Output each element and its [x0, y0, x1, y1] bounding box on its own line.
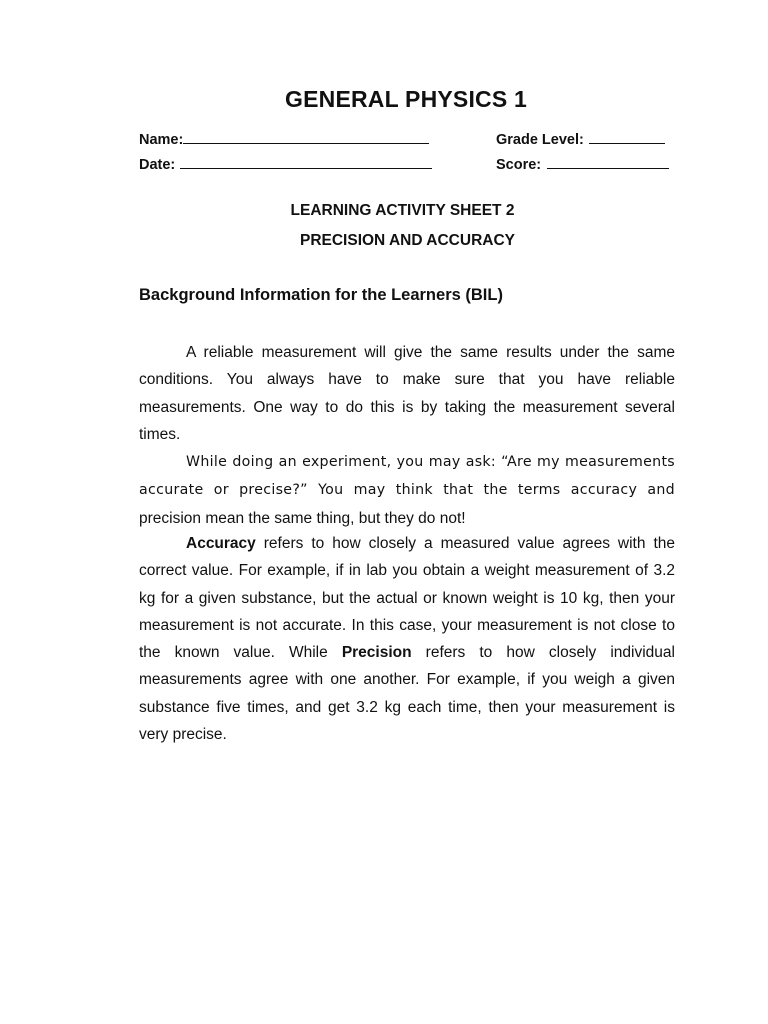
paragraph-3-text-a: refers to how closely a measured value agrees with the correct value. For example, if in lab you obtain a weight measurement of 3.2 kg for a given substance, but the actual or known weight is 10 kg, then your measurement is not accurate. In this case, your measurement is not close to the known value. While	[139, 535, 675, 662]
score-field	[496, 154, 669, 173]
grade-level-blank-line	[589, 129, 665, 144]
paragraph-2	[139, 448, 675, 532]
paragraph-2-text-a: While doing an experiment, you may ask: “Are my measurements accurate or precise?” You may think that the terms accuracy and	[139, 454, 675, 499]
date-field	[139, 154, 432, 173]
paragraph-3-text-b: refers to how closely individual measurements agree with one another. For example, if you weigh a given substance five times, and get 3.2 kg each time, then your measurement is very precise.	[139, 644, 675, 744]
score-label: Score:	[496, 157, 542, 173]
sheet-subtitle: PRECISION AND ACCURACY	[299, 232, 515, 249]
score-blank-line	[547, 154, 669, 169]
paragraph-3	[139, 530, 675, 748]
document-title: GENERAL PHYSICS 1	[285, 86, 527, 112]
name-label: Name:	[139, 132, 184, 148]
paragraph-2-text-b: precision mean the same thing, but they do not!	[139, 509, 466, 527]
name-blank-line	[183, 129, 429, 144]
paragraph-1	[139, 339, 675, 448]
paragraph-1-text: A reliable measurement will give the same results under the same conditions. You always have to make sure that you have reliable measurements. One way to do this is by taking the measurement several times.	[139, 344, 675, 443]
grade-level-label: Grade Level:	[496, 132, 584, 148]
sheet-title: LEARNING ACTIVITY SHEET 2	[290, 202, 515, 219]
term-precision: Precision	[341, 644, 412, 662]
name-field	[139, 129, 429, 148]
section-heading: Background Information for the Learners (BIL)	[139, 286, 503, 304]
term-accuracy: Accuracy	[186, 535, 256, 552]
date-label: Date:	[139, 157, 176, 173]
date-blank-line	[180, 154, 432, 169]
grade-level-field	[496, 129, 665, 148]
